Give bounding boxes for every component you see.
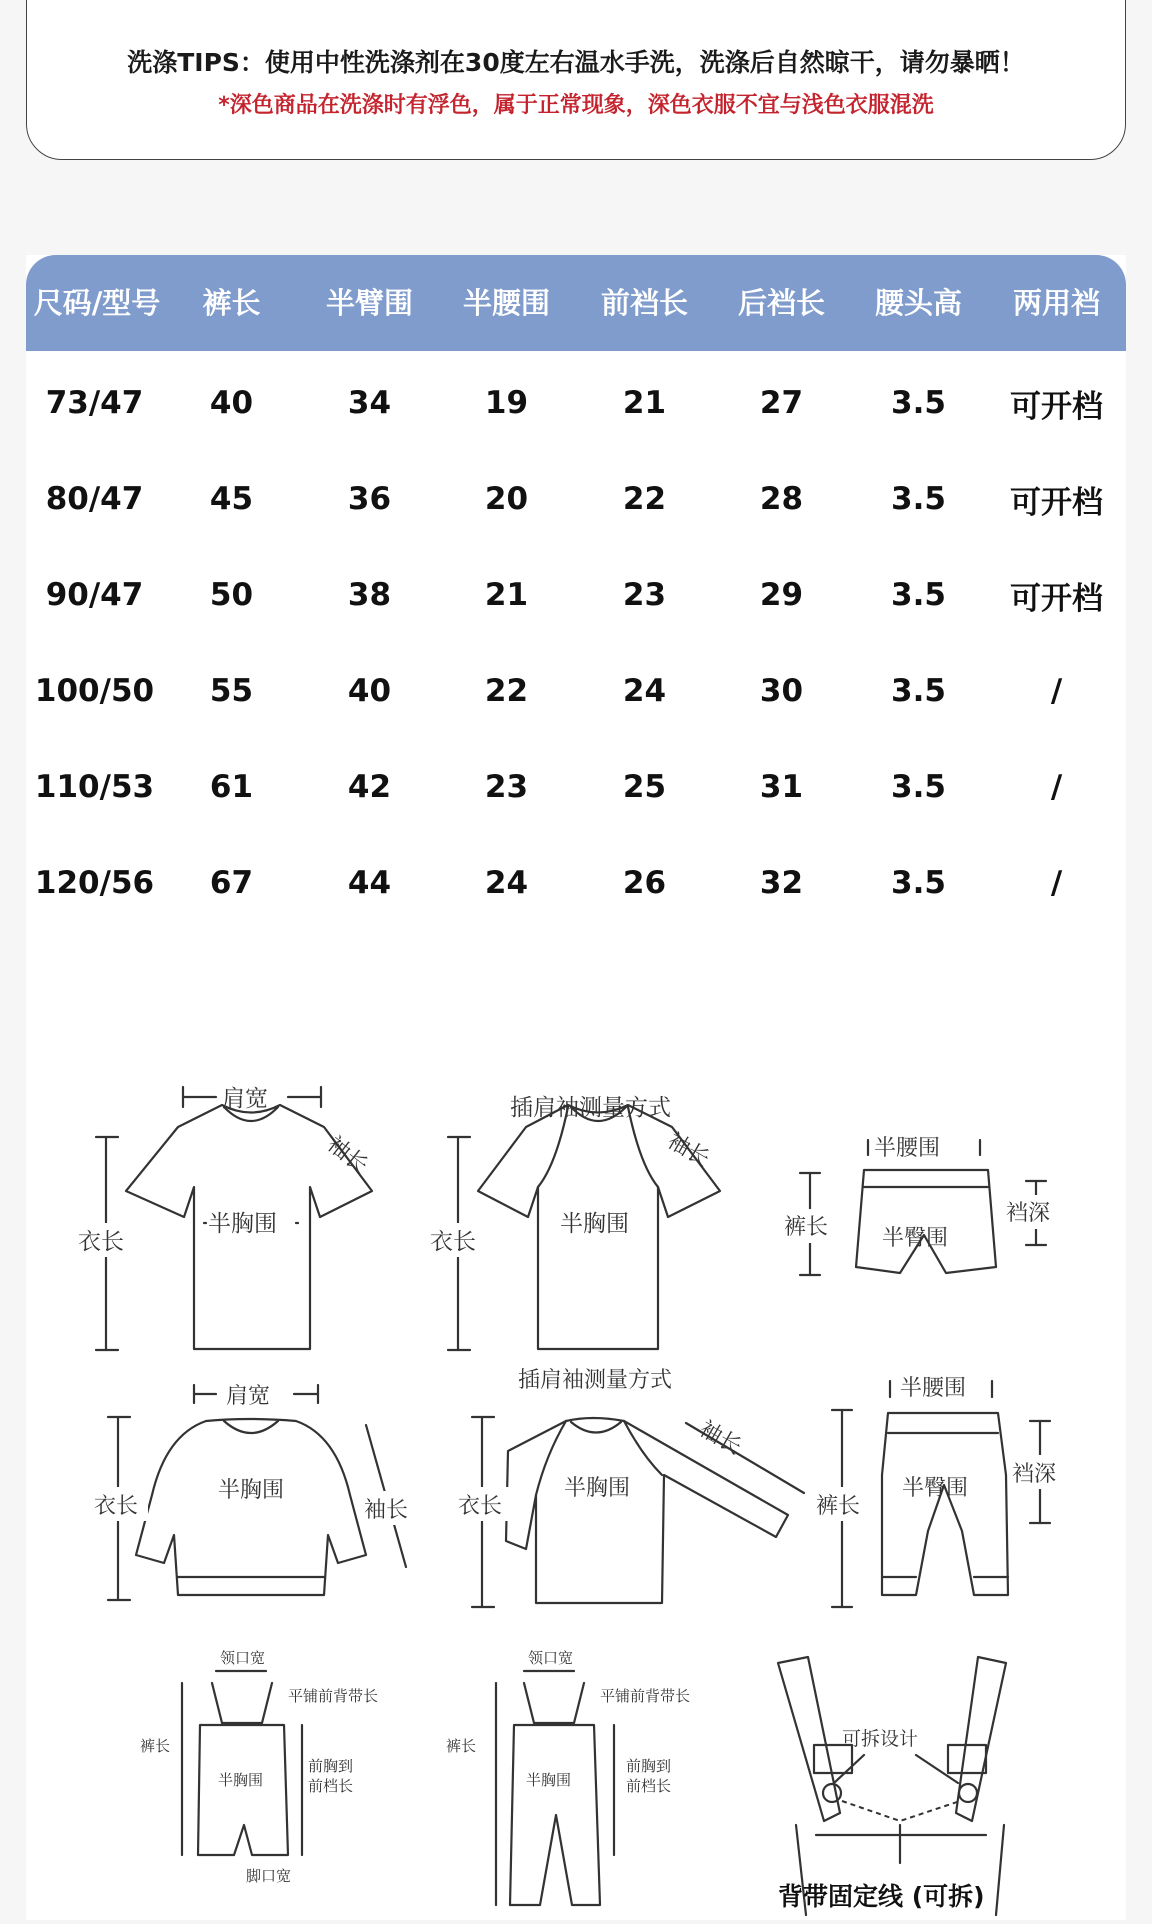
size-table-cell: 31 xyxy=(759,769,804,805)
pants-diagram xyxy=(814,1376,1066,1607)
sweater-shoulder-label: 肩宽 xyxy=(226,1384,271,1409)
size-table-cell: 32 xyxy=(759,865,804,901)
pants-hip-label: 半臀围 xyxy=(902,1476,969,1501)
size-table-cell: 21 xyxy=(622,385,667,421)
sweater-sleeve-label: 袖长 xyxy=(364,1498,409,1523)
washing-tips-card xyxy=(26,0,1126,160)
size-table-cell: 20 xyxy=(484,481,529,517)
size-table-cell: 29 xyxy=(759,577,804,613)
shorts-rise-label: 裆深 xyxy=(1006,1201,1051,1226)
raglan-long-length-label: 衣长 xyxy=(458,1494,503,1519)
raglan-tshirt-length-label: 衣长 xyxy=(430,1229,476,1255)
tshirt-sleeve-label: 袖长 xyxy=(322,1132,373,1179)
tshirt-length-label: 衣长 xyxy=(78,1229,124,1255)
size-table-cell: 80/47 xyxy=(45,481,144,517)
size-table-cell: 3.5 xyxy=(891,865,946,901)
size-table-cell: 3.5 xyxy=(891,577,946,613)
size-table-cell: 3.5 xyxy=(891,673,946,709)
size-table-header-cell: 尺码/型号 xyxy=(33,286,161,320)
size-table-cell: 3.5 xyxy=(891,481,946,517)
overall-long-length-label: 裤长 xyxy=(446,1737,477,1755)
raglan-long-diagram xyxy=(456,1368,804,1607)
size-table-cell: 67 xyxy=(209,865,254,901)
size-table-cell: 73/47 xyxy=(45,385,144,421)
overall-short-front-label: 前胸到 xyxy=(308,1757,354,1775)
strap-caption: 背带固定线 (可拆) xyxy=(778,1882,985,1911)
shorts-waist-label: 半腰围 xyxy=(874,1136,941,1161)
size-table-cell: 44 xyxy=(347,865,392,901)
overall-short-diagram xyxy=(140,1649,378,1885)
size-table-header-cell: 半腰围 xyxy=(462,286,550,320)
strap-detail-diagram xyxy=(778,1657,1006,1915)
size-table-cell: 36 xyxy=(347,481,392,517)
raglan-long-sleeve-label: 袖长 xyxy=(695,1416,746,1461)
raglan-tshirt-sleeve-label: 袖长 xyxy=(663,1128,714,1173)
size-table-header xyxy=(26,255,1126,351)
size-table-header-cell: 后裆长 xyxy=(737,286,825,320)
size-table-cell: 可开档 xyxy=(1010,580,1103,617)
size-table-cell: 120/56 xyxy=(34,865,155,901)
sweater-diagram xyxy=(92,1384,418,1600)
size-table-cell: 50 xyxy=(209,577,254,613)
overall-short-neck-label: 领口宽 xyxy=(220,1649,266,1667)
size-table-cell: / xyxy=(1050,673,1063,709)
size-table-cell: 3.5 xyxy=(891,769,946,805)
size-table-cell: 38 xyxy=(347,577,392,613)
size-table-header-cell: 腰头高 xyxy=(874,286,962,320)
raglan-tshirt-title: 插肩袖测量方式 xyxy=(510,1095,671,1121)
size-table-cell: / xyxy=(1050,769,1063,805)
size-table-cell: 3.5 xyxy=(891,385,946,421)
shorts-length-label: 裤长 xyxy=(784,1215,829,1240)
pants-length-label: 裤长 xyxy=(816,1494,861,1519)
size-table-cell: 34 xyxy=(347,385,392,421)
overall-short-chest-label: 半胸围 xyxy=(218,1771,264,1789)
shorts-diagram xyxy=(782,1136,1060,1275)
detachable-label: 可拆设计 xyxy=(842,1728,919,1750)
size-table-cell: 22 xyxy=(622,481,667,517)
diagram-canvas xyxy=(26,955,1126,1920)
measurement-diagrams xyxy=(26,955,1126,1920)
pants-rise-label: 裆深 xyxy=(1012,1462,1057,1487)
size-table-cell: 45 xyxy=(209,481,254,517)
size-table-cell: 100/50 xyxy=(34,673,155,709)
size-table-cell: 23 xyxy=(484,769,529,805)
size-table-cell: 40 xyxy=(209,385,254,421)
size-table-cell: / xyxy=(1050,865,1063,901)
tshirt-shoulder-label: 肩宽 xyxy=(222,1086,268,1112)
raglan-tshirt-diagram xyxy=(430,1095,720,1350)
overall-long-chest-label: 半胸围 xyxy=(526,1771,572,1789)
overall-long-neck-label: 领口宽 xyxy=(528,1649,574,1667)
overall-long-strap-label: 平铺前背带长 xyxy=(600,1687,691,1705)
raglan-long-title: 插肩袖测量方式 xyxy=(518,1368,673,1393)
size-table-cell: 24 xyxy=(484,865,529,901)
size-table-cell: 21 xyxy=(484,577,529,613)
overall-short-strap-label: 平铺前背带长 xyxy=(288,1687,379,1705)
overall-short-length-label: 裤长 xyxy=(140,1737,171,1755)
tshirt-chest-label: 半胸围 xyxy=(208,1211,277,1237)
overall-long-diagram xyxy=(446,1649,690,1905)
shorts-hip-label: 半臀围 xyxy=(882,1226,949,1251)
overall-long-front-label: 前胸到 xyxy=(626,1757,672,1775)
size-table-cell: 55 xyxy=(209,673,254,709)
size-table-cell: 28 xyxy=(759,481,804,517)
overall-short-front2-label: 前档长 xyxy=(308,1777,354,1795)
size-table-cell: 61 xyxy=(209,769,254,805)
size-table-cell: 22 xyxy=(484,673,529,709)
size-table-cell: 90/47 xyxy=(45,577,144,613)
size-table-cell: 24 xyxy=(622,673,667,709)
washing-tips-text: 洗涤TIPS：使用中性洗涤剂在30度左右温水手洗，洗涤后自然晾干，请勿暴晒！ xyxy=(127,48,1025,77)
size-table xyxy=(26,255,1126,955)
raglan-tshirt-chest-label: 半胸围 xyxy=(560,1211,629,1237)
size-table-cell: 19 xyxy=(484,385,529,421)
overall-long-front2-label: 前档长 xyxy=(626,1777,672,1795)
size-table-cell: 30 xyxy=(759,673,804,709)
color-warning-text: *深色商品在洗涤时有浮色，属于正常现象，深色衣服不宜与浅色衣服混洗 xyxy=(218,93,934,118)
size-table-cell: 26 xyxy=(622,865,667,901)
sweater-length-label: 衣长 xyxy=(94,1494,139,1519)
size-table-header-cell: 前裆长 xyxy=(600,286,688,320)
size-table-cell: 110/53 xyxy=(34,769,155,805)
size-table-header-cell: 半臂围 xyxy=(325,286,413,320)
size-table-cell: 25 xyxy=(622,769,667,805)
pants-waist-label: 半腰围 xyxy=(900,1376,967,1401)
size-table-cell: 23 xyxy=(622,577,667,613)
size-table-cell: 40 xyxy=(347,673,392,709)
raglan-long-chest-label: 半胸围 xyxy=(564,1476,631,1501)
size-table-header-cell: 裤长 xyxy=(202,286,261,320)
size-table-cell: 可开档 xyxy=(1010,484,1103,521)
tshirt-diagram xyxy=(78,1086,372,1350)
size-table-header-cell: 两用裆 xyxy=(1012,286,1100,320)
size-table-cell: 可开档 xyxy=(1010,388,1103,425)
overall-short-leg-label: 脚口宽 xyxy=(246,1867,292,1885)
size-table-cell: 42 xyxy=(347,769,392,805)
sweater-chest-label: 半胸围 xyxy=(218,1478,285,1503)
size-table-cell: 27 xyxy=(759,385,804,421)
